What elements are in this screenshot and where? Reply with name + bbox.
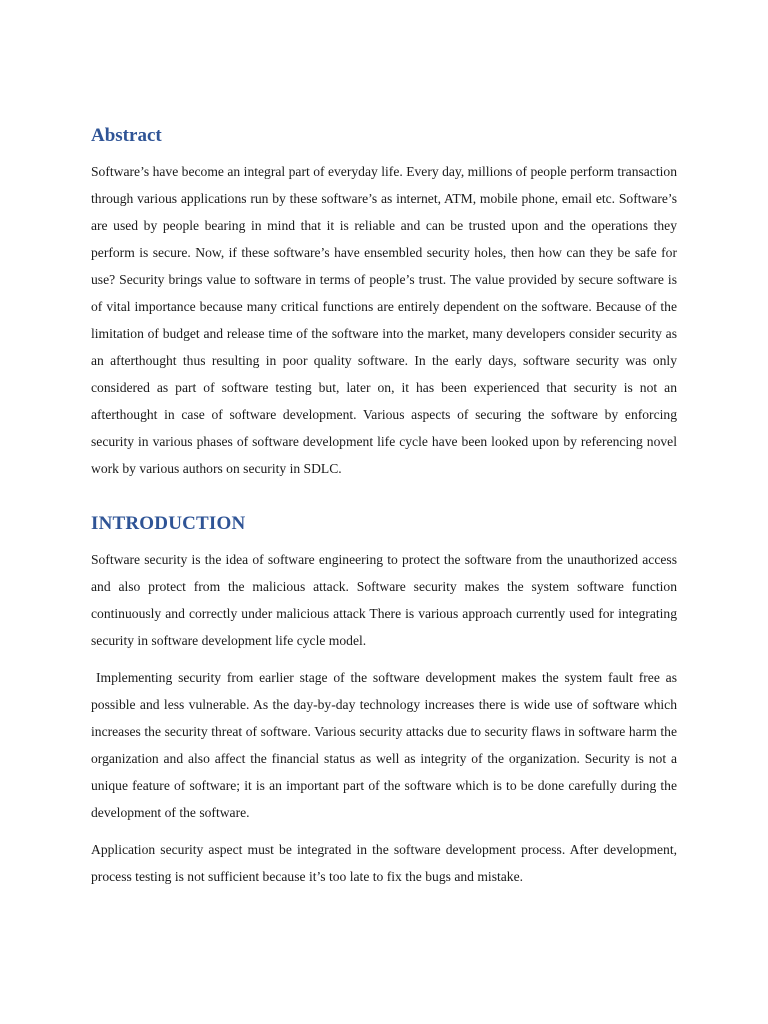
document-page [91,118,677,890]
abstract-heading: Abstract [91,125,162,146]
introduction-paragraph-1: Software security is the idea of software engineering to protect the software from the unauthorized access and also protect from the malicious attack. Software security makes the system software function continuously and correctly under malicious attack There is various approach currently used for integrating security in software development life cycle model. [91,552,677,648]
abstract-paragraph: Software’s have become an integral part of everyday life. Every day, millions of people perform transaction through various applications run by these software’s as internet, ATM, mobile phone, email etc. Software’s are used by people bearing in mind that it is reliable and can be trusted upon and the operations they perform is secure. Now, if these software’s have ensembled security holes, then how can they be safe for use? Security brings value to software in terms of people’s trust. The value provided by secure software is of vital importance because many critical functions are entirely dependent on the software. Because of the limitation of budget and release time of the software into the market, many developers consider security as an afterthought thus resulting in poor quality software. In the early days, software security was only considered as part of software testing but, later on, it has been experienced that security is not an afterthought in case of software development. Various aspects of securing the software by enforcing security in various phases of software development life cycle have been looked upon by referencing novel work by various authors on security in SDLC. [91,164,677,476]
introduction-heading: INTRODUCTION [91,513,246,534]
introduction-paragraph-3: Application security aspect must be integrated in the software development process. After development, process testing is not sufficient because it’s too late to fix the bugs and mistake. [91,842,677,884]
introduction-paragraph-2: Implementing security from earlier stage of the software development makes the system fault free as possible and less vulnerable. As the day-by-day technology increases there is wide use of software which increases the security threat of software. Various security attacks due to security flaws in software harm the organization and also affect the financial status as well as integrity of the organization. Security is not a unique feature of software; it is an important part of the software which is to be done carefully during the development of the software. [91,670,677,820]
